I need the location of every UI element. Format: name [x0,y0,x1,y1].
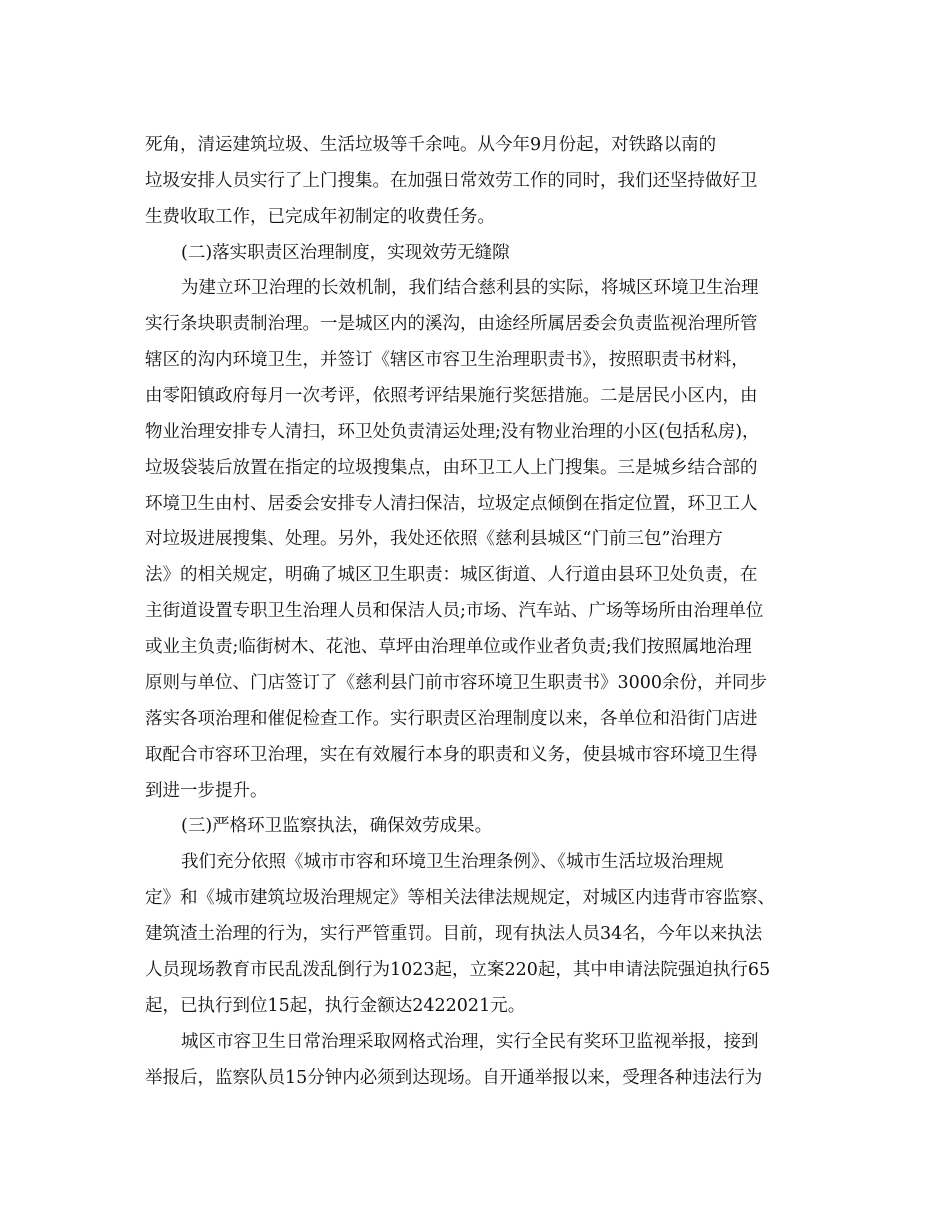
text-line: 物业治理安排专人清扫，环卫处负责清运处理;没有物业治理的小区(包括私房)， [145,422,760,442]
text-line: 城区市容卫生日常治理采取网格式治理，实行全民有奖环卫监视举报，接到 [181,1032,759,1052]
text-line: 我们充分依照《城市市容和环境卫生治理条例》、《城市生活垃圾治理规 [181,852,724,872]
text-line: 落实各项治理和催促检查工作。实行职责区治理制度以来，各单位和沿街门店进 [145,709,758,729]
text-line: 法》的相关规定，明确了城区卫生职责：城区街道、人行道由县环卫处负责，在 [145,565,758,585]
text-line: 原则与单位、门店签订了《慈利县门前市容环境卫生职责书》3000余份，并同步 [145,673,768,693]
text-line: 垃圾袋装后放置在指定的垃圾搜集点，由环卫工人上门搜集。三是城乡结合部的 [145,458,758,478]
text-line: 环境卫生由村、居委会安排专人清扫保洁，垃圾定点倾倒在指定位置，环卫工人 [145,494,758,514]
text-line: (二)落实职责区治理制度，实现效劳无缝隙 [181,243,510,263]
text-line: 起，已执行到位15起，执行金额达2422021元。 [145,996,526,1016]
text-line: 人员现场教育市民乱泼乱倒行为1023起，立案220起，其中申请法院强迫执行65 [145,960,771,980]
text-line: 举报后，监察队员15分钟内必须到达现场。自开通举报以来，受理各种违法行为 [145,1068,763,1088]
text-line: 实行条块职责制治理。一是城区内的溪沟，由途经所属居委会负责监视治理所管 [145,314,758,334]
text-line: 主街道设置专职卫生治理人员和保洁人员;市场、汽车站、广场等场所由治理单位 [145,601,764,621]
text-line: (三)严格环卫监察执法，确保效劳成果。 [181,816,493,836]
text-line: 定》和《城市建筑垃圾治理规定》等相关法律法规规定，对城区内违背市容监察、 [145,888,775,908]
text-line: 或业主负责;临街树木、花池、草坪由治理单位或作业者负责;我们按照属地治理 [145,637,752,657]
text-line: 生费收取工作，已完成年初制定的收费任务。 [145,207,495,227]
text-line: 对垃圾进展搜集、处理。另外，我处还依照《慈利县城区“门前三包”治理方 [145,529,723,549]
text-line: 取配合市容环卫治理，实在有效履行本身的职责和义务，使县城市容环境卫生得 [145,745,758,765]
text-line: 辖区的沟内环境卫生，并签订《辖区市容卫生治理职责书》，按照职责书材料， [145,350,749,370]
text-line: 建筑渣土治理的行为，实行严管重罚。目前，现有执法人员34名，今年以来执法 [145,924,763,944]
text-line: 由零阳镇政府每月一次考评，依照考评结果施行奖惩措施。二是居民小区内，由 [145,386,758,406]
text-line: 到进一步提升。 [145,781,268,801]
text-line: 死角，清运建筑垃圾、生活垃圾等千余吨。从今年9月份起，对铁路以南的 [145,135,717,155]
text-line: 垃圾安排人员实行了上门搜集。在加强日常效劳工作的同时，我们还坚持做好卫 [145,171,758,191]
text-line: 为建立环卫治理的长效机制，我们结合慈利县的实际，将城区环境卫生治理 [181,278,759,298]
